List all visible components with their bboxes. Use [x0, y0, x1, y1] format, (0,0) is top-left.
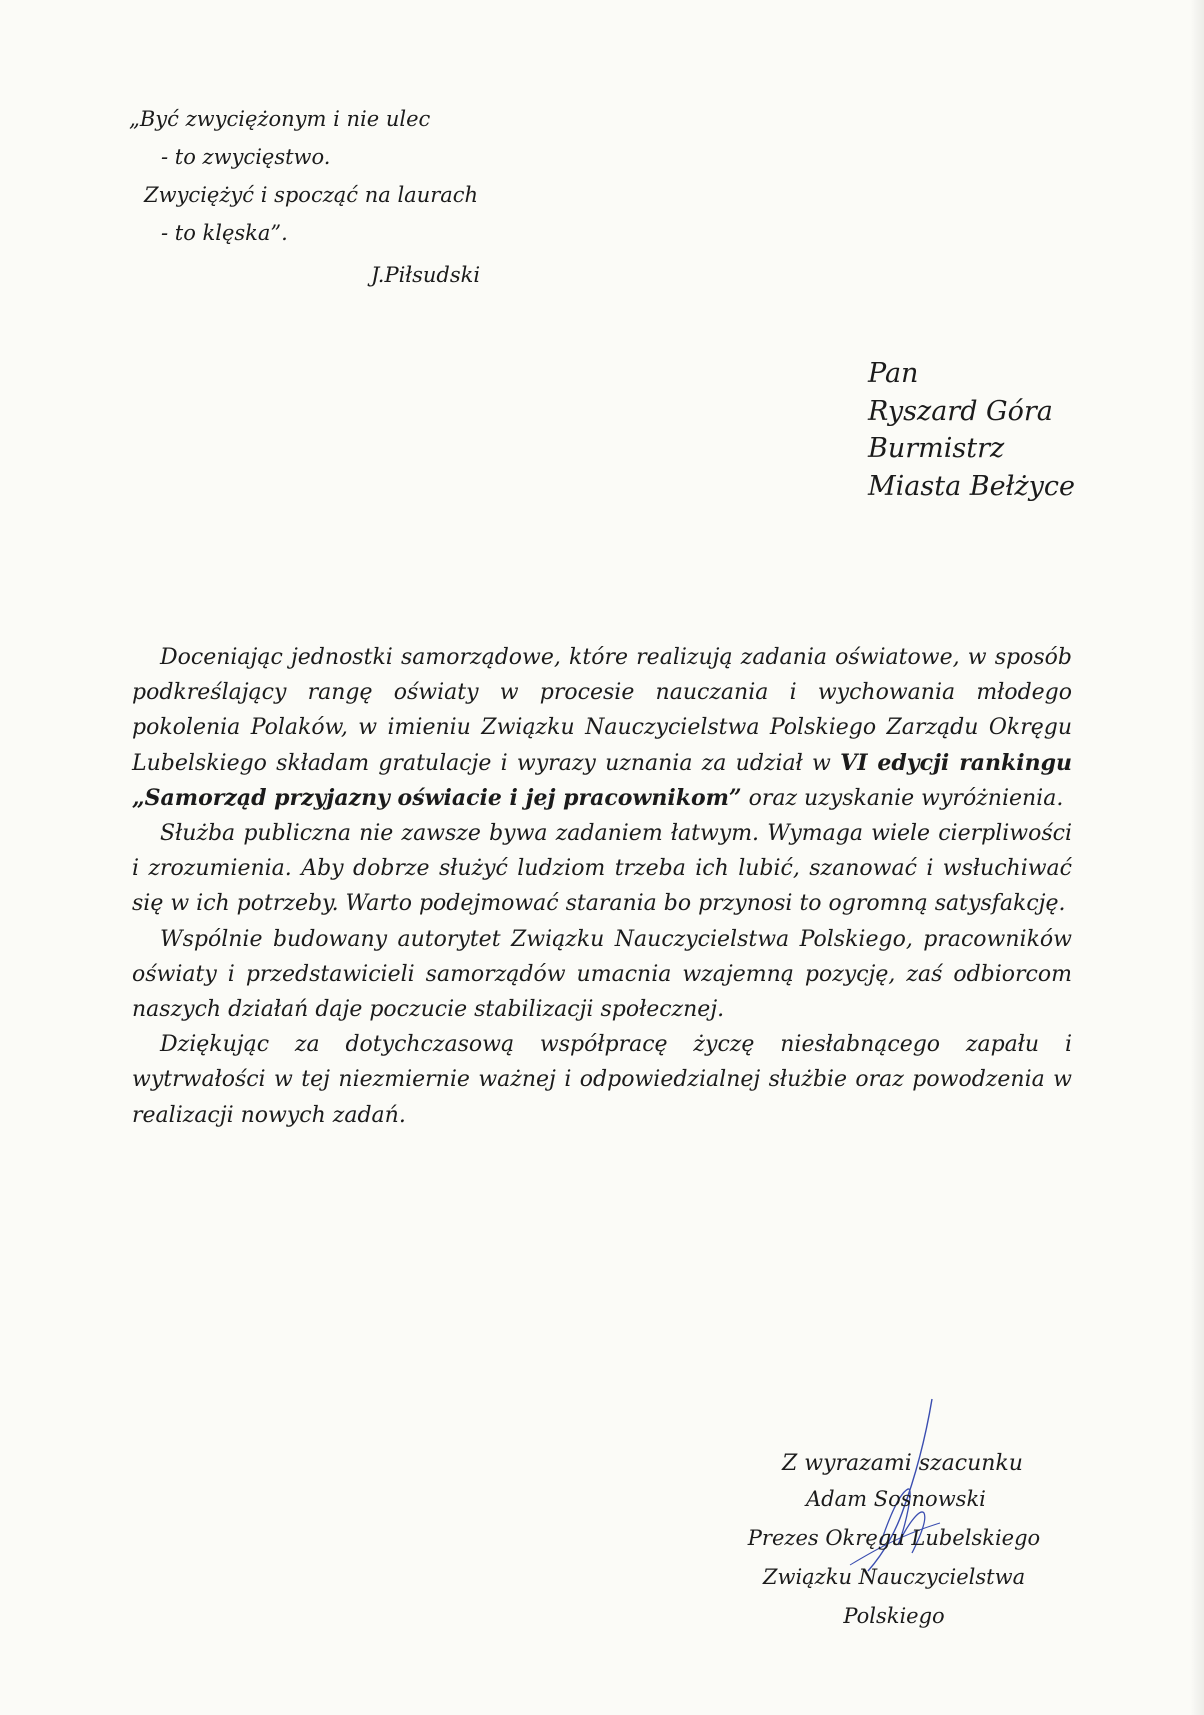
quote-line: Zwyciężyć i spocząć na laurach: [144, 183, 479, 207]
recipient-position: Burmistrz: [868, 433, 1005, 464]
signatory-name: Adam Sosnowski: [806, 1487, 986, 1511]
body-paragraph-1: [132, 640, 1072, 816]
body-paragraph-2: Służba publiczna nie zawsze bywa zadaniem łatwym. Wymaga wiele cierpliwości i zrozumienia. Aby dobrze służyć ludziom trzeba ich lubić, szanować i wsłuchiwać się w ich potrzeby. Warto podejmować starania bo przynosi to ogromną satysfakcję.: [132, 821, 1072, 917]
page-edge-shadow: [1190, 0, 1204, 1715]
signatory-details: [709, 1519, 1079, 1636]
quote-line: „Być zwyciężonym i nie ulec: [129, 107, 431, 131]
recipient-salutation: Pan: [868, 358, 919, 389]
signatory-title: Prezes Okręgu Lubelskiego: [747, 1526, 1041, 1550]
epigraph-quote: [125, 100, 480, 294]
recipient-name: Ryszard Góra: [868, 395, 1053, 427]
body-paragraph-3: Wspólnie budowany autorytet Związku Nauczycielstwa Polskiego, pracowników oświaty i przedstawicieli samorządów umacnia wzajemną pozycję, zaś odbiorcom naszych działań daje poczucie stabilizacji społecznej.: [132, 926, 1072, 1023]
quote-line: - to zwycięstwo.: [161, 145, 331, 169]
recipient-city: Miasta Bełżyce: [868, 470, 1075, 502]
quote-author: J.Piłsudski: [371, 263, 481, 287]
ranking-title: VI edycji rankingu „Samorząd przyjazny oświacie i jej pracownikom”: [132, 749, 1073, 811]
paragraph-text: oraz uzyskanie wyróżnienia.: [741, 785, 1064, 811]
closing-phrase: Z wyrazami szacunku: [782, 1451, 1023, 1476]
quote-line: - to klęska”.: [161, 221, 288, 245]
recipient-address: [868, 355, 1075, 505]
paragraph-text: Doceniając jednostki samorządowe, które realizują zadania oświatowe, w sposób podkreślający rangę oświaty w procesie nauczania i wychowania młodego pokolenia Polaków, w imieniu Związku Nauczycielstwa Polskiego Zarządu Okręgu Lubelskiego składam gratulacje i wyrazy uznania za udział w: [132, 645, 1072, 776]
letter-body: [132, 640, 1072, 1133]
signatory-organization: Związku Nauczycielstwa Polskiego: [762, 1565, 1026, 1628]
body-paragraph-4: Dziękując za dotychczasową współpracę życzę niesłabnącego zapału i wytrwałości w tej niezmiernie ważnej i odpowiedzialnej służbie oraz powodzenia w realizacji nowych zadań.: [132, 1032, 1072, 1128]
